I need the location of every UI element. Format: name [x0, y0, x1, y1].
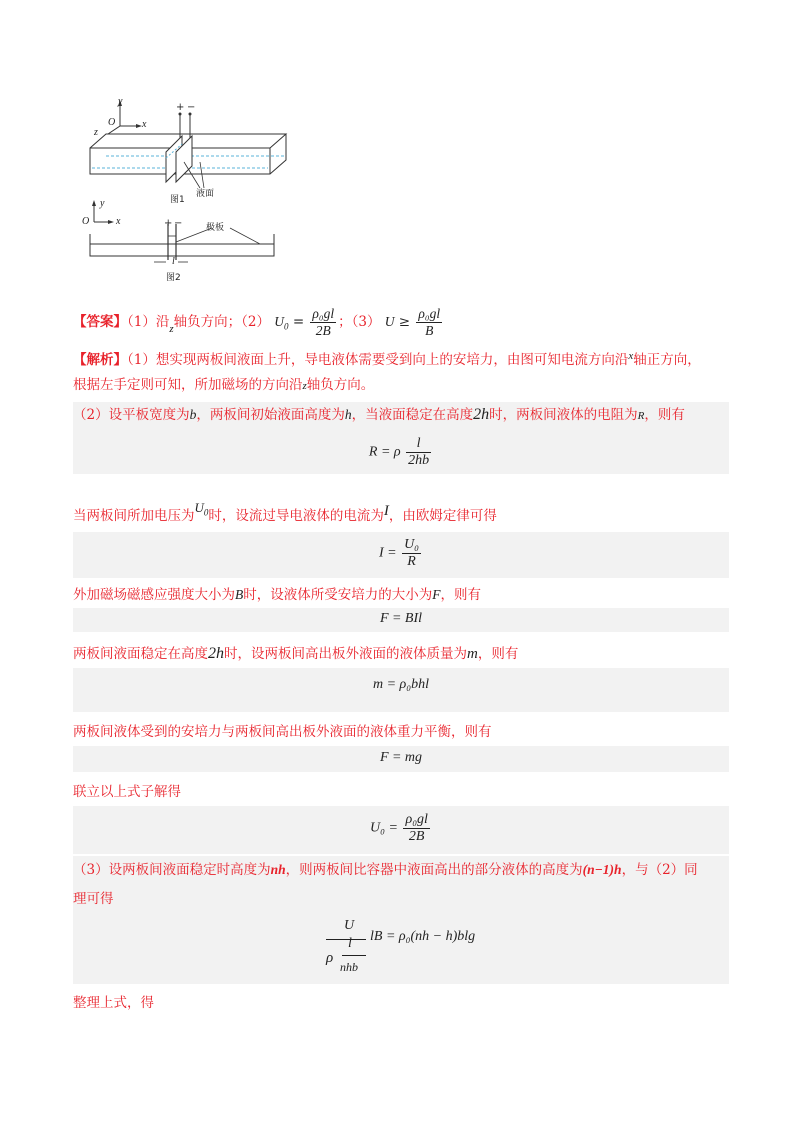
analysis-l9-nh: nh [270, 862, 286, 877]
answer-frac1-den: 2B [310, 322, 336, 339]
equation-2 [73, 537, 729, 570]
analysis-l1-x: x [628, 350, 634, 362]
analysis-l5b: 时，设液体所受安培力的大小为 [243, 587, 433, 603]
analysis-l9b: ，则两板间比容器中液面高出的部分液体的高度为 [285, 862, 583, 878]
analysis-l4-u-sub: 0 [203, 507, 209, 518]
answer-part1: （1）沿 [127, 314, 170, 330]
analysis-line-2 [73, 375, 374, 396]
analysis-tag: 【解析】 [73, 352, 127, 368]
analysis-l6a: 两板间液面稳定在高度 [73, 646, 208, 662]
eq6-fraction [403, 812, 429, 845]
eq6-den: 2B [403, 828, 429, 845]
analysis-l4-u0 [194, 500, 209, 518]
answer-fraction-2 [416, 306, 442, 339]
fig1-axis-z: z [94, 127, 98, 138]
analysis-l3f: ，则有 [644, 407, 685, 423]
analysis-l4a: 当两板间所加电压为 [73, 508, 195, 524]
analysis-l9-expr: (n−1)h [582, 862, 622, 877]
answer-frac1-num: ρ₀gl [312, 306, 335, 321]
answer-frac2-num: ρ₀gl [418, 306, 441, 321]
analysis-l4-I: I [383, 503, 389, 519]
analysis-l6b: 时，设两板间高出板外液面的液体质量为 [224, 646, 467, 662]
analysis-l6-2h: 2h [208, 645, 224, 662]
analysis-line-5 [73, 585, 481, 605]
fig1-plus: + [176, 102, 185, 113]
eq6-lhs: U₀ = [370, 820, 398, 836]
fig1-origin: O [108, 117, 116, 128]
eq7-l: l [348, 936, 352, 951]
equation-3: F = BIl [379, 611, 423, 626]
eq2-den: R [402, 553, 421, 570]
analysis-l6c: ，则有 [477, 646, 519, 662]
eq7-sub-bar [342, 955, 366, 956]
analysis-l4b: 时，设流过导电液体的电流为 [208, 508, 384, 524]
analysis-l3-h: h [344, 407, 352, 422]
analysis-l2: 根据左手定则可知，所加磁场的方向沿 [73, 377, 303, 393]
fig2-minus: − [174, 218, 183, 229]
analysis-line-9 [73, 860, 698, 880]
fig1-axis-y: y [118, 96, 123, 107]
analysis-line-10: 理可得 [73, 891, 114, 907]
equation-1 [73, 436, 729, 469]
eq7-rho: ρ [326, 950, 334, 966]
answer-frac2-den: B [416, 322, 442, 339]
eq1-den: 2hb [408, 453, 430, 468]
analysis-l4-u-letter: U [194, 500, 204, 515]
fig1-liquid-label: 液面 [196, 189, 215, 199]
analysis-l5-F: F [432, 587, 441, 602]
fig2-plate-label: 极板 [206, 223, 225, 233]
equation-4: m = ρ₀bhl [372, 677, 430, 692]
fig2-plus: + [164, 218, 173, 229]
analysis-l5a: 外加磁场磁感应强度大小为 [73, 587, 235, 603]
analysis-l9c: ，与（2）同 [621, 862, 698, 878]
eq7-rhs: lB = ρ₀(nh − h)blg [370, 929, 476, 944]
answer-u0-sub: 0 [284, 321, 289, 332]
analysis-line-3 [73, 405, 685, 426]
equation-5: F = mg [379, 750, 423, 765]
eq2-fraction [402, 537, 421, 570]
analysis-line-11: 整理上式，得 [73, 995, 154, 1011]
equation-7 [324, 918, 624, 974]
analysis-l4c: ，由欧姆定律可得 [388, 508, 497, 524]
analysis-l2b: 轴负方向。 [306, 377, 375, 393]
eq6-num: ρ₀gl [405, 812, 428, 827]
analysis-line-4 [73, 494, 497, 530]
analysis-line-6 [73, 644, 518, 664]
analysis-l3-R: R [637, 410, 645, 422]
answer-fraction-1 [310, 306, 336, 339]
fig1-minus: − [187, 102, 196, 113]
analysis-l1b: 轴正方向， [633, 352, 701, 368]
answer-geq: ≥ [398, 314, 411, 330]
analysis-l6-m: m [467, 646, 478, 662]
answer-part1b: 轴负方向；（2） [173, 314, 270, 330]
analysis-l3d: ，当液面稳定在高度 [351, 407, 474, 423]
analysis-l5c: ，则有 [440, 587, 481, 603]
analysis-line-1 [73, 346, 701, 370]
answer-u: U [384, 314, 395, 329]
analysis-l3-b: b [189, 407, 197, 422]
fig2-axis-y: y [100, 198, 105, 209]
eq2-lhs: I = [378, 545, 397, 561]
figure-2 [80, 200, 300, 280]
fig1-axis-x: x [142, 119, 147, 130]
eq2-num: U₀ [404, 537, 420, 552]
answer-sep: ；（3） [338, 314, 381, 330]
analysis-l2-z: z [302, 380, 307, 392]
analysis-l3a: （2）设平板宽度为 [73, 407, 190, 423]
answer-eq: = [292, 314, 305, 330]
analysis-l9a: （3）设两板间液面稳定时高度为 [73, 862, 271, 878]
answer-u0-letter: U [274, 314, 285, 329]
eq1-lhs: R = ρ [368, 444, 401, 460]
fig2-caption: 图2 [166, 273, 181, 283]
answer-z-symbol: z [169, 323, 174, 335]
answer-u0 [274, 314, 289, 332]
analysis-l3c: ，两板间初始液面高度为 [196, 407, 345, 423]
fig1-caption: 图1 [170, 195, 185, 205]
eq7-main-bar [326, 939, 366, 940]
fig2-width-label: l [172, 256, 175, 267]
eq7-nhb: nhb [340, 960, 358, 974]
answer-tag: 【答案】 [73, 314, 127, 330]
analysis-l3-2h: 2h [473, 406, 490, 423]
eq7-U: U [344, 918, 355, 933]
eq1-fraction [406, 436, 431, 469]
fig2-axis-x: x [116, 216, 121, 227]
analysis-line-7: 两板间液体受到的安培力与两板间高出板外液面的液体重力平衡，则有 [73, 724, 492, 740]
answer-line [73, 306, 444, 343]
equation-6 [73, 812, 729, 845]
analysis-l3e: 时，两板间液体的电阻为 [489, 407, 638, 423]
analysis-l5-B: B [235, 587, 244, 602]
analysis-line-8: 联立以上式子解得 [73, 784, 181, 800]
eq1-num: l [416, 436, 421, 451]
analysis-l1: （1）想实现两板间液面上升，导电液体需要受到向上的安培力，由图可知电流方向沿 [127, 352, 629, 368]
fig2-origin: O [82, 216, 90, 227]
